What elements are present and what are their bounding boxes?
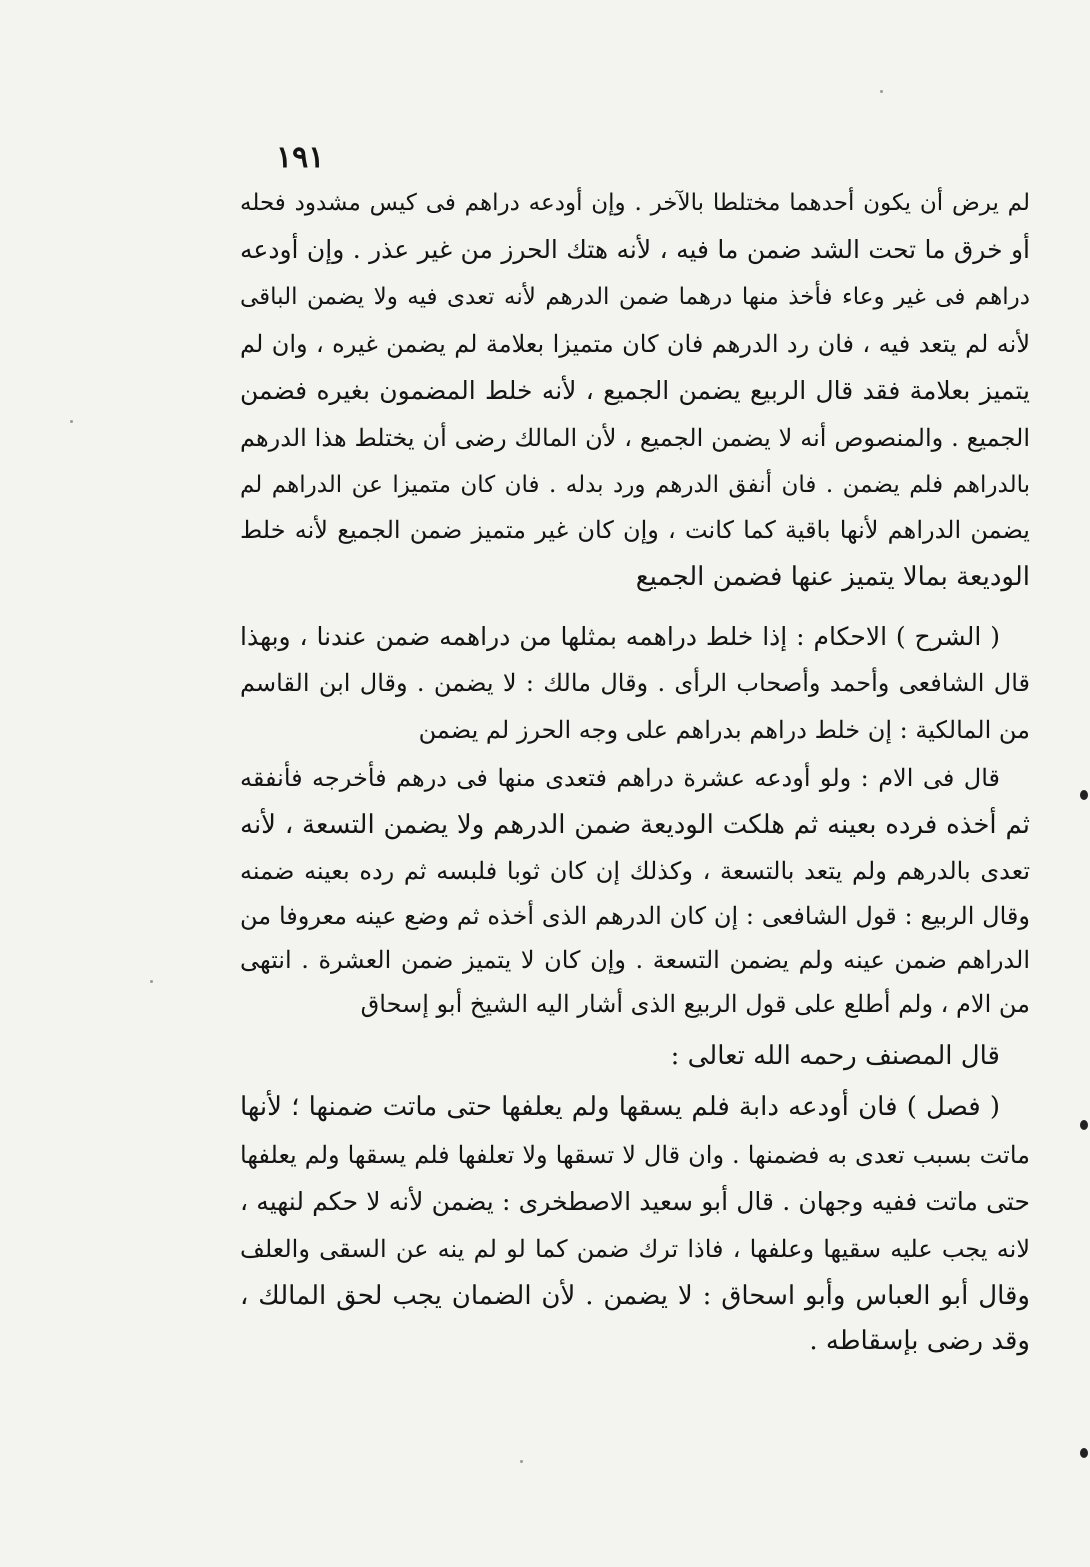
main-text-line: الوديعة بمالا يتميز عنها فضمن الجميع bbox=[635, 562, 1030, 592]
commentary-line: قال الشافعى وأحمد وأصحاب الرأى . وقال مالك : لا يضمن . وقال ابن القاسم bbox=[240, 669, 1030, 697]
main-text-line: يضمن الدراهم لأنها باقية كما كانت ، وإن كان غير متميز ضمن الجميع لأنه خلط bbox=[240, 516, 1030, 544]
section-line: ( فصل ) فان أودعه دابة فلم يسقها ولم يعلفها حتى ماتت ضمنها ؛ لأنها bbox=[240, 1092, 1000, 1122]
binding-hole-mark bbox=[1080, 1448, 1088, 1458]
main-text-line: دراهم فى غير وعاء فأخذ منها درهما ضمن الدرهم لأنه تعدى فيه ولا يضمن الباقى bbox=[240, 284, 1030, 310]
main-text-line: الجميع . والمنصوص أنه لا يضمن الجميع ، لأن المالك رضى أن يختلط هذا الدرهم bbox=[240, 424, 1030, 452]
section-line: وقد رضى بإسقاطه . bbox=[809, 1326, 1030, 1356]
commentary-line: وقال الربيع : قول الشافعى : إن كان الدرهم الذى أخذه ثم وضع عينه معروفا من bbox=[240, 902, 1030, 930]
binding-hole-mark bbox=[1080, 1120, 1088, 1130]
scan-speck bbox=[150, 980, 153, 983]
main-text-line: بالدراهم فلم يضمن . فان أنفق الدرهم ورد بدله . فان كان متميزا عن الدراهم لم bbox=[240, 472, 1030, 498]
section-line: لانه يجب عليه سقيها وعلفها ، فاذا ترك ضمن كما لو لم ينه عن السقى والعلف bbox=[240, 1235, 1030, 1263]
commentary-line: قال فى الام : ولو أودعه عشرة دراهم فتعدى منها فى درهم فأخرجه فأنفقه bbox=[240, 764, 1000, 792]
commentary-line: تعدى بالدرهم ولم يتعد بالتسعة ، وكذلك إن كان ثوبا فلبسه ثم رده بعينه ضمنه bbox=[240, 857, 1030, 885]
binding-hole-mark bbox=[1080, 790, 1088, 800]
commentary-line: ثم أخذه فرده بعينه ثم هلكت الوديعة ضمن الدرهم ولا يضمن التسعة ، لأنه bbox=[240, 810, 1030, 840]
scan-speck bbox=[70, 420, 73, 423]
commentary-line: من المالكية : إن خلط دراهم بدراهم على وجه الحرز لم يضمن bbox=[418, 716, 1030, 744]
section-line: ماتت بسبب تعدى به فضمنها . وان قال لا تسقها ولا تعلفها فلم يسقها ولم يعلفها bbox=[240, 1141, 1030, 1169]
main-text-line: لأنه لم يتعد فيه ، فان رد الدرهم فان كان متميزا بعلامة لم يضمن غيره ، وان لم bbox=[240, 330, 1030, 358]
section-line: حتى ماتت ففيه وجهان . قال أبو سعيد الاصطخرى : يضمن لأنه لا حكم لنهيه ، bbox=[240, 1187, 1030, 1216]
author-heading: قال المصنف رحمه الله تعالى : bbox=[670, 1041, 1000, 1071]
commentary-line: ( الشرح ) الاحكام : إذا خلط دراهمه بمثلها من دراهمه ضمن عندنا ، وبهذا bbox=[240, 622, 1000, 651]
main-text-line: أو خرق ما تحت الشد ضمن ما فيه ، لأنه هتك الحرز من غير عذر . وإن أودعه bbox=[240, 235, 1030, 264]
page-number: ١٩١ bbox=[276, 140, 325, 175]
commentary-line: من الام ، ولم أطلع على قول الربيع الذى أشار اليه الشيخ أبو إسحاق bbox=[360, 990, 1030, 1018]
scan-speck bbox=[520, 1460, 523, 1463]
main-text-line: لم يرض أن يكون أحدهما مختلطا بالآخر . وإن أودعه دراهم فى كيس مشدود فحله bbox=[240, 190, 1030, 216]
scan-speck bbox=[880, 90, 883, 93]
main-text-line: يتميز بعلامة فقد قال الربيع يضمن الجميع ، لأنه خلط المضمون بغيره فضمن bbox=[240, 376, 1030, 405]
commentary-line: الدراهم ضمن عينه ولم يضمن التسعة . وإن كان لا يتميز ضمن العشرة . انتهى bbox=[240, 946, 1030, 974]
section-line: وقال أبو العباس وأبو اسحاق : لا يضمن . لأن الضمان يجب لحق المالك ، bbox=[240, 1281, 1030, 1311]
